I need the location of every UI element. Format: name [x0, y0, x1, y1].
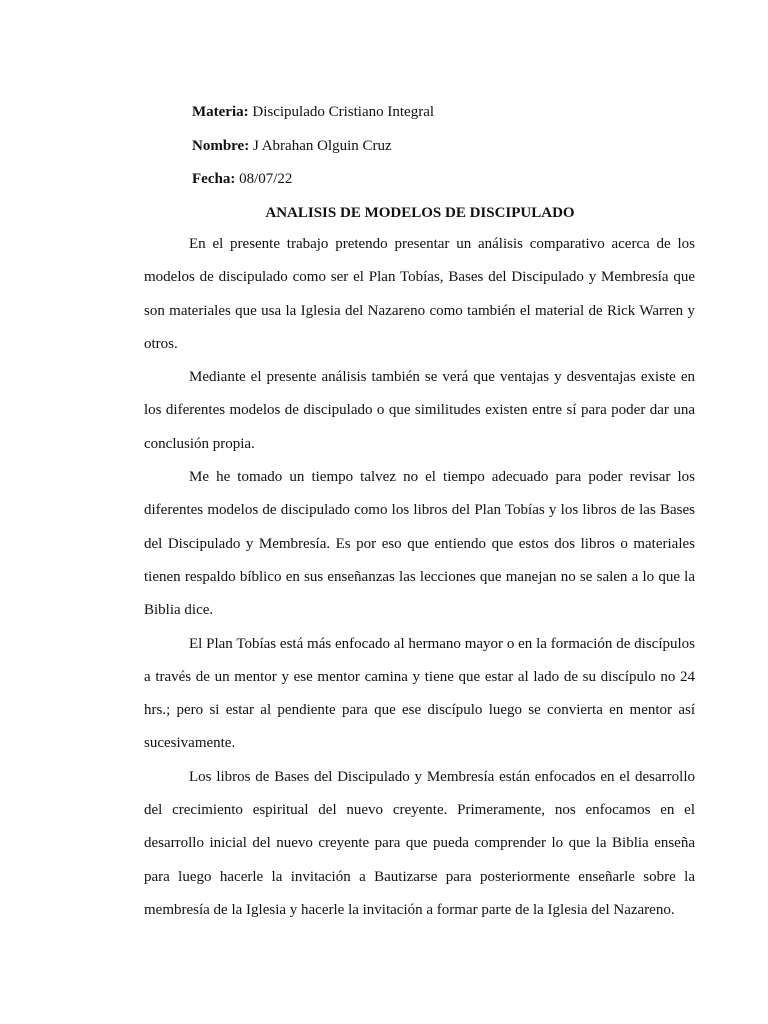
paragraph: Los libros de Bases del Discipulado y Membresía están enfocados en el desarrollo del crecimiento espiritual del nuevo creyente. Primeramente, nos enfocamos en el desarrollo inicial del nuevo creyente para que pueda comprender lo que la Biblia enseña para luego hacerle la invitación a Bautizarse para posteriormente enseñarle sobre la membresía de la Iglesia y hacerle la invitación a formar parte de la Iglesia del Nazareno.	[144, 768, 695, 918]
paragraph: Mediante el presente análisis también se verá que ventajas y desventajas existe en los diferentes modelos de discipulado o que similitudes existen entre sí para poder dar una conclusión propia.	[144, 369, 695, 452]
materia-label: Materia:	[192, 104, 249, 120]
fecha-value: 08/07/22	[239, 171, 293, 187]
nombre-value: J Abrahan Olguin Cruz	[252, 138, 392, 154]
meta-fecha	[192, 170, 292, 188]
meta-nombre	[192, 137, 392, 155]
paragraph: El Plan Tobías está más enfocado al hermano mayor o en la formación de discípulos a través de un mentor y ese mentor camina y tiene que estar al lado de su discípulo no 24 hrs.; pero si estar al pendiente para que ese discípulo luego se convierta en mentor así sucesivamente.	[144, 635, 695, 752]
fecha-label: Fecha:	[192, 171, 236, 187]
paragraph: Me he tomado un tiempo talvez no el tiempo adecuado para poder revisar los diferentes modelos de discipulado como los libros del Plan Tobías y los libros de las Bases del Discipulado y Membresía. Es por eso que entiendo que estos dos libros o materiales tienen respaldo bíblico en sus enseñanzas las lecciones que manejan no se salen a lo que la Biblia dice.	[144, 469, 695, 619]
meta-materia	[192, 103, 434, 121]
document-title: ANALISIS DE MODELOS DE DISCIPULADO	[265, 205, 575, 221]
nombre-label: Nombre:	[192, 138, 250, 154]
document-body	[144, 228, 695, 927]
paragraph: En el presente trabajo pretendo presentar un análisis comparativo acerca de los modelos de discipulado como ser el Plan Tobías, Bases del Discipulado y Membresía que son materiales que usa la Iglesia del Nazareno como también el material de Rick Warren y otros.	[144, 236, 695, 352]
materia-value: Discipulado Cristiano Integral	[252, 104, 435, 120]
